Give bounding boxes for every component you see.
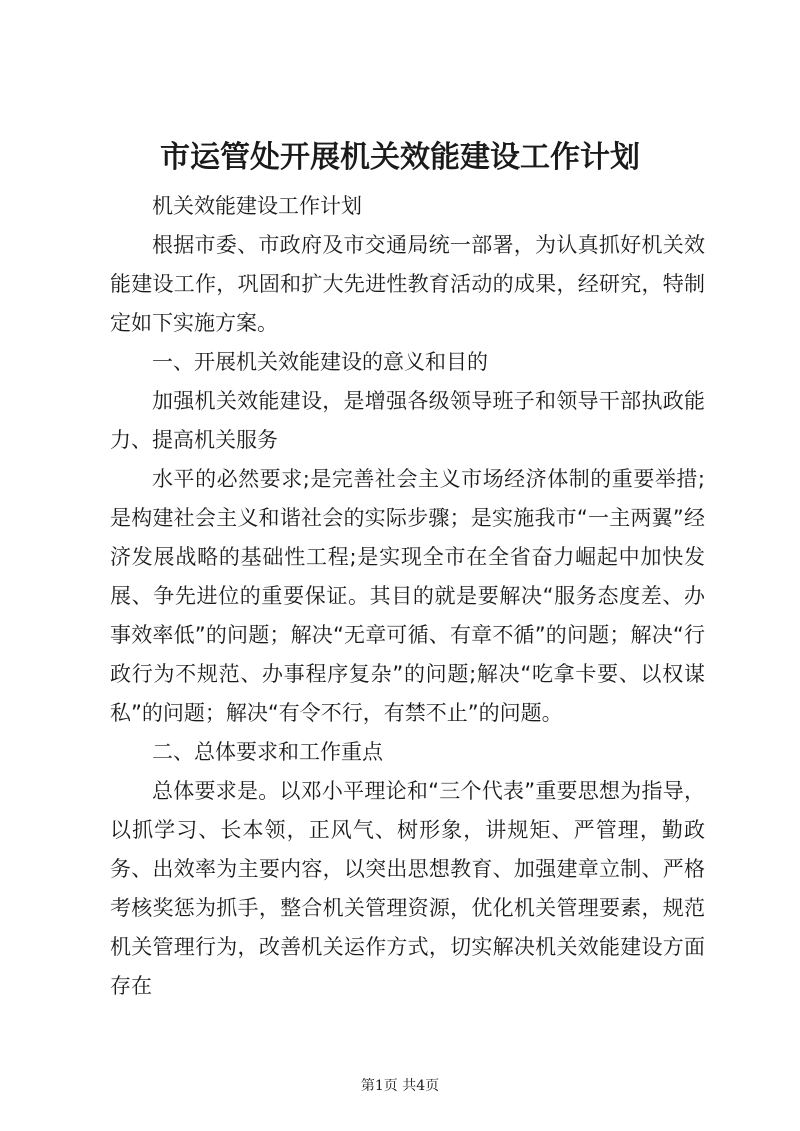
document-body [110,187,705,1006]
paragraph-subtitle: 机关效能建设工作计划 [152,194,362,218]
page-footer: 第1页 共4页 [360,1078,440,1094]
document-title: 市运管处开展机关效能建设工作计划 [160,140,640,175]
paragraph-overall: 总体要求是。以邓小平理论和“三个代表”重要思想为指导，以抓学习、长本领，正风气、树形象，讲规矩、严管理，勤政务、出效率为主要内容，以突出思想教育、加强建章立制、严格考核奖惩为抓手，整合机关管理资源，优化机关管理要素，规范机关管理行为，改善机关运作方式，切实解决机关效能建设方面存在 [110,779,705,998]
paragraph-requirements: 水平的必然要求;是完善社会主义市场经济体制的重要举措;是构建社会主义和谐社会的实际步骤；是实施我市“一主两翼”经济发展战略的基础性工程;是实现全市在全省奋力崛起中加快发展、争先进位的重要保证。其目的就是要解决“服务态度差、办事效率低”的问题；解决“无章可循、有章不循”的问题；解决“行政行为不规范、办事程序复杂”的问题;解决“吃拿卡要、以权谋私”的问题；解决“有令不行，有禁不止”的问题。 [110,467,705,725]
paragraph-intro: 根据市委、市政府及市交通局统一部署，为认真抓好机关效能建设工作，巩固和扩大先进性教育活动的成果，经研究，特制定如下实施方案。 [110,233,705,335]
section-heading-2: 二、总体要求和工作重点 [152,740,383,764]
paragraph-significance: 加强机关效能建设，是增强各级领导班子和领导干部执政能力、提高机关服务 [110,389,705,452]
section-heading-1: 一、开展机关效能建设的意义和目的 [152,350,488,374]
